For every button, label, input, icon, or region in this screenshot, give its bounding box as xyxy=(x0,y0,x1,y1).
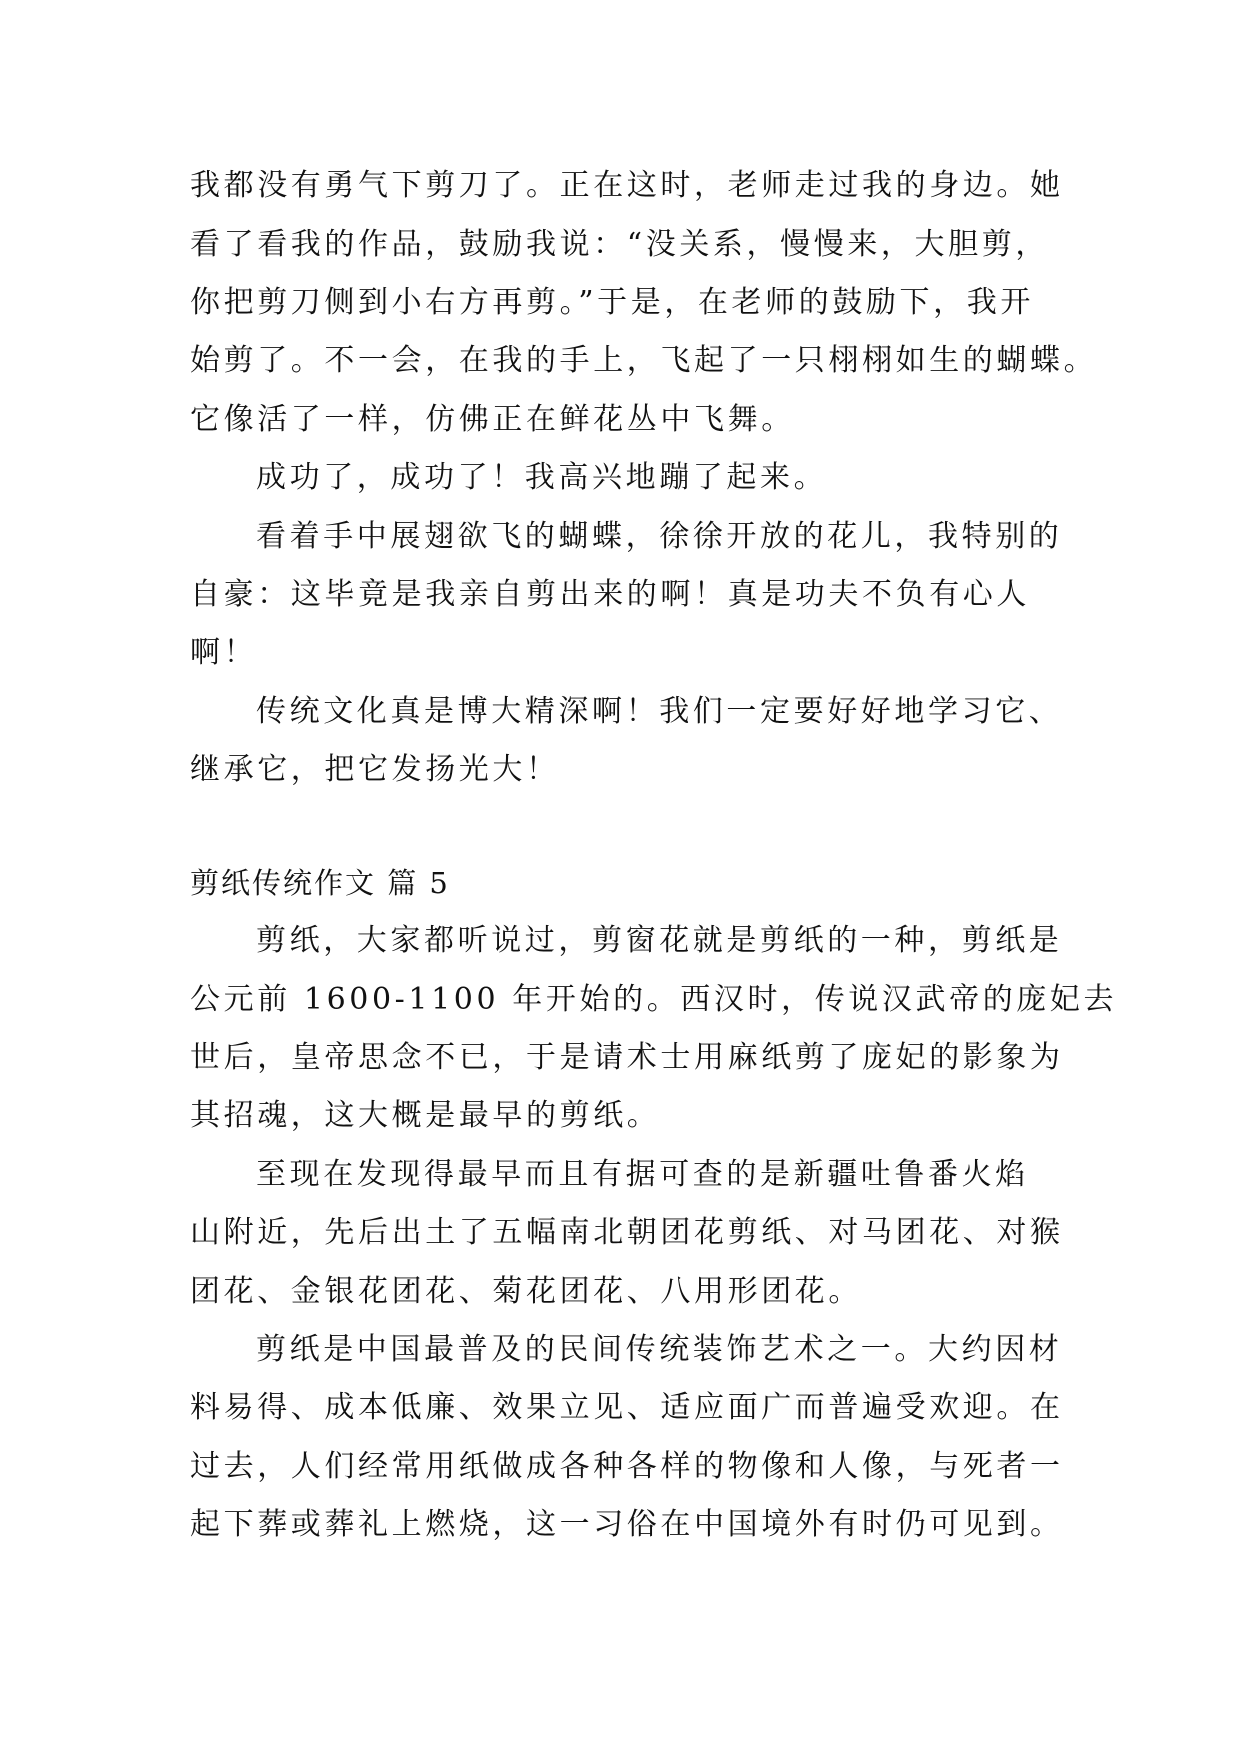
paragraph-line: 啊！ xyxy=(190,635,258,670)
paragraph-line: 团花、金银花团花、菊花团花、八用形团花。 xyxy=(190,1274,862,1309)
paragraph-line: 其招魂，这大概是最早的剪纸。 xyxy=(190,1098,661,1133)
paragraph-line: 传统文化真是博大精深啊！我们一定要好好地学习它、 xyxy=(256,694,1063,729)
paragraph-line: 剪纸，大家都听说过，剪窗花就是剪纸的一种，剪纸是 xyxy=(256,923,1063,958)
paragraph-line: 它像活了一样，仿佛正在鲜花丛中飞舞。 xyxy=(190,402,795,437)
paragraph-line: 始剪了。不一会，在我的手上，飞起了一只栩栩如生的蝴蝶。 xyxy=(190,343,1098,378)
paragraph-line: 山附近，先后出土了五幅南北朝团花剪纸、对马团花、对猴 xyxy=(190,1215,1064,1250)
paragraph-line: 你把剪刀侧到小右方再剪。”于是，在老师的鼓励下，我开 xyxy=(190,285,1034,320)
paragraph-line: 过去，人们经常用纸做成各种各样的物像和人像，与死者一 xyxy=(190,1449,1064,1484)
paragraph-line: 成功了，成功了！我高兴地蹦了起来。 xyxy=(256,460,828,495)
paragraph-line: 看了看我的作品，鼓励我说：“没关系，慢慢来，大胆剪， xyxy=(190,227,1049,262)
paragraph-line: 至现在发现得最早而且有据可查的是新疆吐鲁番火焰 xyxy=(256,1157,1029,1192)
paragraph-line: 公元前 1600-1100 年开始的。西汉时，传说汉武帝的庞妃去 xyxy=(190,982,1118,1017)
paragraph-line: 我都没有勇气下剪刀了。正在这时，老师走过我的身边。她 xyxy=(190,168,1064,203)
paragraph-line: 看着手中展翅欲飞的蝴蝶，徐徐开放的花儿，我特别的 xyxy=(256,519,1063,554)
paragraph-line: 剪纸是中国最普及的民间传统装饰艺术之一。大约因材 xyxy=(256,1332,1063,1367)
paragraph-line: 继承它，把它发扬光大！ xyxy=(190,752,560,787)
paragraph-line: 起下葬或葬礼上燃烧，这一习俗在中国境外有时仍可见到。 xyxy=(190,1507,1064,1542)
section-title: 剪纸传统作文 篇 5 xyxy=(190,866,450,900)
paragraph-line: 料易得、成本低廉、效果立见、适应面广而普遍受欢迎。在 xyxy=(190,1390,1064,1425)
paragraph-line: 世后，皇帝思念不已，于是请术士用麻纸剪了庞妃的影象为 xyxy=(190,1040,1064,1075)
paragraph-line: 自豪：这毕竟是我亲自剪出来的啊！真是功夫不负有心人 xyxy=(190,577,1030,612)
